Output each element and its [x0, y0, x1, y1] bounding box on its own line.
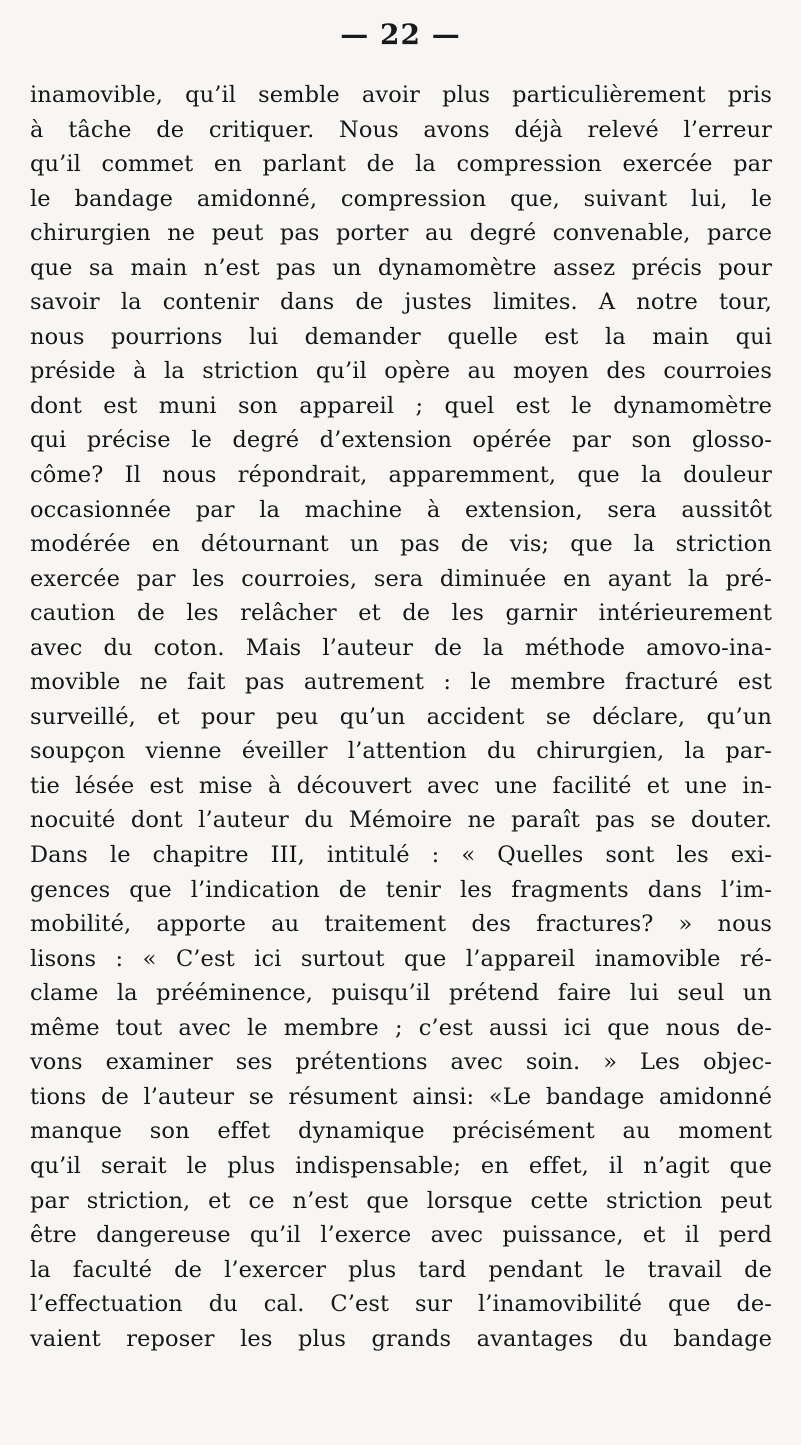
- text-line: occasionnée par la machine à extension, sera aussitôt: [30, 496, 772, 523]
- text-line: le bandage amidonné, compression que, suivant lui, le: [30, 185, 772, 212]
- text-line: inamovible, qu’il semble avoir plus particulièrement pris: [30, 82, 772, 108]
- text-line: même tout avec le membre ; c’est aussi ici que nous de-: [30, 1014, 772, 1041]
- text-line: mobilité, apporte au traitement des fractures? » nous: [30, 911, 772, 938]
- text-line: exercée par les courroies, sera diminuée en ayant la pré-: [30, 565, 772, 592]
- text-line: Dans le chapitre III, intitulé : « Quelles sont les exi-: [30, 842, 772, 869]
- text-line: tie lésée est mise à découvert avec une facilité et une in-: [30, 772, 772, 799]
- text-line: côme? Il nous répondrait, apparemment, que la douleur: [30, 462, 772, 489]
- text-line: avec du coton. Mais l’auteur de la méthode amovo-ina-: [30, 634, 772, 661]
- text-line: vons examiner ses prétentions avec soin. » Les objec-: [30, 1049, 772, 1076]
- text-line: surveillé, et pour peu qu’un accident se déclare, qu’un: [30, 703, 772, 730]
- page-number: — 22 —: [340, 18, 461, 51]
- text-line: manque son effet dynamique précisément au moment: [30, 1118, 772, 1145]
- text-line: movible ne fait pas autrement : le membre fracturé est: [30, 669, 772, 696]
- text-line: vaient reposer les plus grands avantages du bandage: [30, 1325, 772, 1352]
- text-line: nous pourrions lui demander quelle est la main qui: [30, 323, 772, 350]
- text-line: chirurgien ne peut pas porter au degré convenable, parce: [30, 220, 772, 247]
- text-line: que sa main n’est pas un dynamomètre assez précis pour: [30, 254, 772, 281]
- text-line: modérée en détournant un pas de vis; que la striction: [30, 531, 772, 558]
- text-line: nocuité dont l’auteur du Mémoire ne paraît pas se douter.: [30, 807, 772, 834]
- text-line: l’effectuation du cal. C’est sur l’inamovibilité que de-: [30, 1291, 772, 1318]
- text-line: être dangereuse qu’il l’exerce avec puissance, et il perd: [30, 1222, 772, 1249]
- text-line: lisons : « C’est ici surtout que l’appareil inamovible ré-: [30, 945, 772, 972]
- text-line: soupçon vienne éveiller l’attention du chirurgien, la par-: [30, 738, 772, 765]
- text-line: tions de l’auteur se résument ainsi: «Le bandage amidonné: [30, 1083, 772, 1110]
- text-line: qui précise le degré d’extension opérée par son glosso-: [30, 427, 772, 454]
- text-line: gences que l’indication de tenir les fragments dans l’im-: [30, 876, 772, 903]
- text-line: clame la prééminence, puisqu’il prétend faire lui seul un: [30, 980, 772, 1007]
- text-line: à tâche de critiquer. Nous avons déjà relevé l’erreur: [30, 116, 772, 143]
- text-line: par striction, et ce n’est que lorsque cette striction peut: [30, 1187, 772, 1214]
- text-line: la faculté de l’exercer plus tard pendant le travail de: [30, 1256, 772, 1283]
- text-line: qu’il commet en parlant de la compression exercée par: [30, 151, 772, 178]
- body-text: [30, 78, 772, 1356]
- text-line: qu’il serait le plus indispensable; en effet, il n’agit que: [30, 1152, 772, 1179]
- text-line: dont est muni son appareil ; quel est le dynamomètre: [30, 392, 772, 419]
- text-line: caution de les relâcher et de les garnir intérieurement: [30, 600, 772, 627]
- text-line: préside à la striction qu’il opère au moyen des courroies: [30, 358, 772, 385]
- text-line: savoir la contenir dans de justes limites. A notre tour,: [30, 289, 772, 316]
